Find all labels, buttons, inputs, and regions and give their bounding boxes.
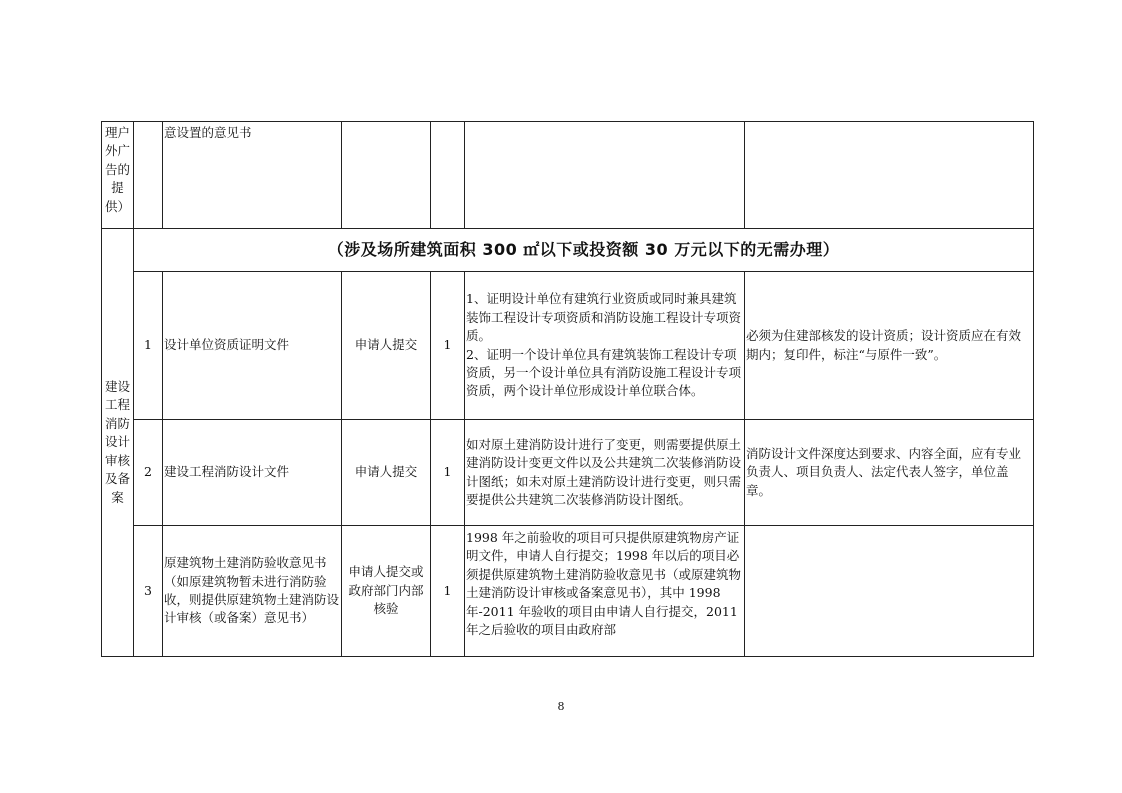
source: 申请人提交或政府部门内部核验: [342, 526, 431, 657]
source: 申请人提交: [342, 420, 431, 526]
category-line: 及备: [104, 471, 130, 487]
category-line: 工程: [104, 397, 130, 413]
note: 必须为住建部核发的设计资质；设计资质应在有效期内；复印件，标注“与原件一致”。: [745, 272, 1034, 420]
material-name: 意设置的意见书: [164, 125, 252, 140]
quantity-cell: [431, 122, 465, 229]
requirement-paragraph: 1、证明设计单位有建筑行业资质或同时兼具建筑装饰工程设计专项资质和消防设施工程设计专项资质。: [466, 291, 742, 344]
item-number: 1: [134, 272, 163, 420]
category-line: 告的: [104, 161, 130, 177]
category-line: 建设: [104, 379, 130, 395]
source: 申请人提交: [342, 272, 431, 420]
requirement-paragraph: 1998 年之前验收的项目可只提供原建筑物房产证明文件，申请人自行提交；1998 年以后的项目必须提供原建筑物土建消防验收意见书（或原建筑物土建消防设计审核或备案意见书），其中 1998 年-2011 年验收的项目由申请人自行提交，2011 年之后验收的项目由政府部: [466, 530, 742, 638]
material-name: 设计单位资质证明文件: [163, 272, 342, 420]
number-cell: [134, 122, 163, 229]
continuation-row: [102, 122, 1034, 229]
requirement-cell: [465, 122, 745, 229]
category-line: 外广: [104, 143, 130, 159]
category-line: 供）: [104, 198, 130, 214]
item-number: 3: [134, 526, 163, 657]
source-cell: [342, 122, 431, 229]
category-line: 审核: [104, 452, 130, 468]
section-title: （涉及场所建筑面积 300 ㎡以下或投资额 30 万元以下的无需办理）: [134, 229, 1034, 272]
section-title-row: [102, 229, 1034, 272]
material-name-cell: [163, 122, 342, 229]
quantity: 1: [431, 420, 465, 526]
quantity: 1: [431, 526, 465, 657]
category-cell: [102, 229, 134, 657]
table-row: [102, 420, 1034, 526]
material-name: 原建筑物土建消防验收意见书（如原建筑物暂未进行消防验收，则提供原建筑物土建消防设计审核（或备案）意见书）: [163, 526, 342, 657]
category-cell: [102, 122, 134, 229]
requirement-cell: [465, 526, 745, 657]
quantity: 1: [431, 272, 465, 420]
category-line: 提: [111, 180, 124, 196]
requirement-cell: [465, 420, 745, 526]
note: [745, 526, 1034, 657]
note-cell: [745, 122, 1034, 229]
requirements-table: [101, 121, 1034, 657]
requirement-cell: [465, 272, 745, 420]
category-line: 消防: [104, 415, 130, 431]
item-number: 2: [134, 420, 163, 526]
material-name: 建设工程消防设计文件: [163, 420, 342, 526]
category-line: 理户: [104, 125, 130, 140]
requirement-paragraph: 如对原土建消防设计进行了变更，则需要提供原土建消防设计变更文件以及公共建筑二次装修消防设计图纸；如未对原土建消防设计进行变更，则只需要提供公共建筑二次装修消防设计图纸。: [466, 436, 742, 507]
table-row: [102, 526, 1034, 657]
table-row: [102, 272, 1034, 420]
page-number: 8: [557, 700, 565, 713]
category-line: 设计: [104, 434, 130, 450]
note: 消防设计文件深度达到要求、内容全面，应有专业负责人、项目负责人、法定代表人签字，单位盖章。: [745, 420, 1034, 526]
requirement-paragraph: 2、证明一个设计单位具有建筑装饰工程设计专项资质，另一个设计单位具有消防设施工程设计专项资质，两个设计单位形成设计单位联合体。: [466, 346, 742, 399]
category-line: 案: [111, 489, 124, 505]
